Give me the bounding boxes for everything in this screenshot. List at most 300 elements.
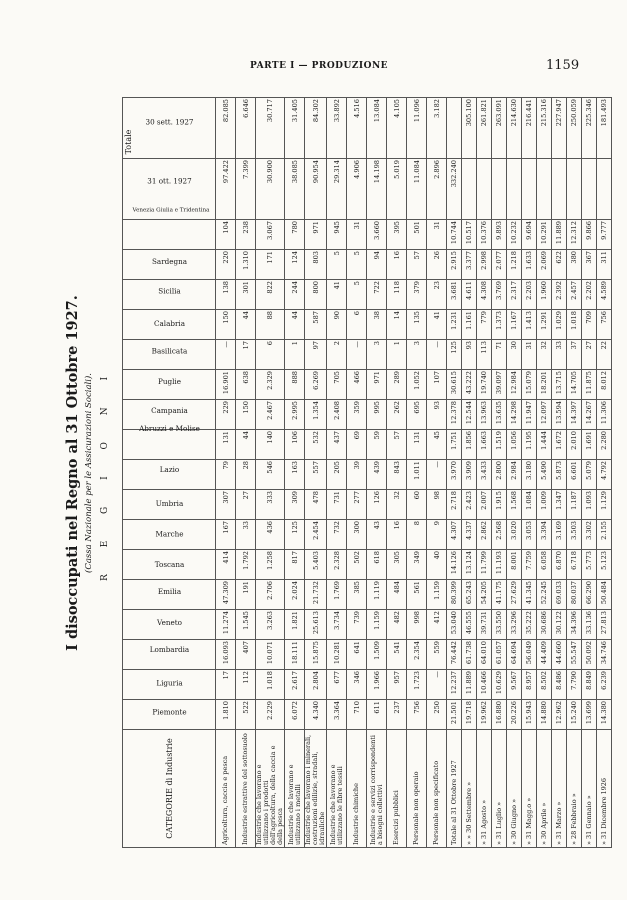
table-cell: 229: [216, 400, 236, 430]
table-cell: 4.611: [462, 280, 477, 310]
table-cell: 131: [216, 430, 236, 460]
row-label: Esercizi pubblici: [387, 730, 407, 848]
table-cell: 112: [236, 670, 256, 700]
row-label: Personale non operaio: [407, 730, 427, 848]
table-cell: 6.239: [597, 670, 612, 700]
table-cell: 998: [407, 610, 427, 640]
table-cell: 14.267: [582, 400, 597, 430]
table-cell: 56.049: [522, 640, 537, 670]
table-cell: 11.084: [407, 159, 427, 220]
table-cell: 14: [387, 310, 407, 340]
table-cell: 79: [216, 460, 236, 490]
table-cell: [507, 159, 522, 220]
table-cell: 3.180: [522, 460, 537, 490]
table-cell: 695: [407, 400, 427, 430]
table-cell: 98: [427, 490, 447, 520]
table-cell: 1.691: [582, 430, 597, 460]
table-cell: 8.001: [507, 550, 522, 580]
table-cell: 11.799: [477, 550, 492, 580]
table-cell: 3.769: [492, 280, 507, 310]
table-cell: 436: [256, 520, 285, 550]
table-cell: 15.875: [305, 640, 327, 670]
table-cell: 1.915: [492, 490, 507, 520]
table-cell: 16: [387, 520, 407, 550]
table-cell: 3.182: [427, 98, 447, 159]
row-label: Industrie chimiche: [347, 730, 367, 848]
table-cell: 15.240: [567, 700, 582, 730]
table-cell: 65.243: [462, 580, 477, 610]
table-cell: 34.746: [597, 640, 612, 670]
col-header-region: Sicilia: [123, 280, 216, 310]
table-cell: 756: [597, 310, 612, 340]
table-cell: 6.058: [537, 550, 552, 580]
table-cell: 2.203: [522, 280, 537, 310]
table-cell: 31: [347, 220, 367, 250]
table-cell: 76.442: [447, 640, 462, 670]
table-cell: 131: [407, 430, 427, 460]
table-cell: 53.040: [447, 610, 462, 640]
table-cell: 800: [305, 280, 327, 310]
table-cell: 1.751: [447, 430, 462, 460]
table-cell: 333: [256, 490, 285, 520]
table-cell: 2.998: [477, 250, 492, 280]
table-cell: 90: [327, 310, 347, 340]
table-cell: 311: [597, 250, 612, 280]
table-cell: 227.947: [552, 98, 567, 159]
table-cell: 64.694: [507, 640, 522, 670]
table-cell: 1.966: [367, 670, 387, 700]
table-cell: 7.759: [522, 550, 537, 580]
table-cell: 13.963: [477, 400, 492, 430]
table-cell: 10.517: [462, 220, 477, 250]
table-cell: 215.316: [537, 98, 552, 159]
table-cell: 13.084: [367, 98, 387, 159]
table-cell: 163: [285, 460, 305, 490]
table-cell: 50.092: [582, 640, 597, 670]
table-cell: 12.312: [567, 220, 582, 250]
table-row: [347, 98, 367, 848]
table-cell: 1.258: [256, 550, 285, 580]
table-cell: —: [427, 460, 447, 490]
table-cell: 39.097: [492, 370, 507, 400]
table-row: [597, 98, 612, 848]
table-cell: 52.245: [537, 580, 552, 610]
table-cell: 263.091: [492, 98, 507, 159]
table-cell: 4.589: [597, 280, 612, 310]
table-cell: 739: [347, 610, 367, 640]
table-cell: 385: [347, 580, 367, 610]
table-cell: 12.544: [462, 400, 477, 430]
table-cell: 502: [347, 550, 367, 580]
table-cell: 44: [285, 310, 305, 340]
row-label: » 31 Gennaio »: [582, 730, 597, 848]
table-row: [256, 98, 285, 848]
table-cell: 14.298: [507, 400, 522, 430]
table-cell: 484: [387, 580, 407, 610]
row-label: » 31 Marzo »: [552, 730, 567, 848]
table-cell: 305.100: [462, 98, 477, 159]
table-cell: 9: [427, 520, 447, 550]
table-cell: 1.310: [236, 250, 256, 280]
table-cell: 559: [427, 640, 447, 670]
table-cell: 3.503: [567, 520, 582, 550]
table-cell: 359: [347, 400, 367, 430]
table-row: [477, 98, 492, 848]
table-cell: 23: [427, 280, 447, 310]
table-cell: 191: [236, 580, 256, 610]
table-row: [285, 98, 305, 848]
table-cell: 367: [582, 250, 597, 280]
table-cell: 15.079: [522, 370, 537, 400]
table-cell: 1.018: [567, 310, 582, 340]
table-cell: 6: [256, 340, 285, 370]
table-cell: 30.122: [552, 610, 567, 640]
table-cell: 2.155: [597, 520, 612, 550]
table-cell: 94: [367, 250, 387, 280]
table-cell: 618: [367, 550, 387, 580]
table-cell: 7.399: [236, 159, 256, 220]
table-cell: 466: [347, 370, 367, 400]
table-row: [507, 98, 522, 848]
table-cell: 44: [236, 430, 256, 460]
table-cell: 118: [387, 280, 407, 310]
table-cell: 3.394: [537, 520, 552, 550]
table-cell: 1: [285, 340, 305, 370]
table-cell: 21.732: [305, 580, 327, 610]
table-cell: 10.629: [492, 670, 507, 700]
table-cell: 9.893: [492, 220, 507, 250]
table-cell: 13.699: [582, 700, 597, 730]
table-row: [305, 98, 327, 848]
table-cell: 1.519: [492, 430, 507, 460]
table-cell: 12.237: [447, 670, 462, 700]
table-cell: 1.084: [522, 490, 537, 520]
table-cell: 412: [427, 610, 447, 640]
table-cell: 4.308: [477, 280, 492, 310]
table-cell: 2.317: [507, 280, 522, 310]
table-cell: 407: [236, 640, 256, 670]
table-cell: [597, 159, 612, 220]
running-title: PARTE I — PRODUZIONE: [250, 61, 389, 71]
table-cell: 2.354: [407, 640, 427, 670]
col-header-region: Lazio: [123, 460, 216, 490]
table-cell: 30.717: [256, 98, 285, 159]
table-cell: 439: [367, 460, 387, 490]
row-label: » 31 Magg.o »: [522, 730, 537, 848]
table-cell: 731: [327, 490, 347, 520]
table-cell: 40: [427, 550, 447, 580]
table-cell: 9.567: [507, 670, 522, 700]
table-cell: 10.466: [477, 670, 492, 700]
table-cell: 1.119: [367, 580, 387, 610]
table-cell: 1.029: [552, 310, 567, 340]
table-cell: 780: [285, 220, 305, 250]
col-header-region: Abruzzi e Molise: [123, 430, 216, 460]
table-cell: 1.672: [552, 430, 567, 460]
table-cell: 710: [347, 700, 367, 730]
row-label: » 31 Dicembre 1926: [597, 730, 612, 848]
table-cell: 107: [427, 370, 447, 400]
table-cell: 1.159: [427, 580, 447, 610]
table-cell: 12.984: [507, 370, 522, 400]
table-cell: 11.889: [462, 670, 477, 700]
col-header-region: Basilicata: [123, 340, 216, 370]
table-cell: 41: [327, 280, 347, 310]
table-row: [537, 98, 552, 848]
table-cell: 244: [285, 280, 305, 310]
table-cell: 66.290: [582, 580, 597, 610]
table-cell: 6: [347, 310, 367, 340]
table-cell: 4.906: [347, 159, 367, 220]
table-cell: 3.734: [327, 610, 347, 640]
table-cell: 30.615: [447, 370, 462, 400]
table-cell: 756: [407, 700, 427, 730]
table-cell: 2: [327, 340, 347, 370]
col-header-region: Umbria: [123, 490, 216, 520]
table-cell: 37: [567, 340, 582, 370]
table-cell: 9.777: [597, 220, 612, 250]
table-cell: 611: [367, 700, 387, 730]
table-cell: 561: [407, 580, 427, 610]
table-cell: 31: [522, 340, 537, 370]
table-cell: [537, 159, 552, 220]
table-cell: 32: [387, 490, 407, 520]
table-cell: 104: [216, 220, 236, 250]
table-cell: 822: [256, 280, 285, 310]
table-cell: 3: [407, 340, 427, 370]
table-cell: 1.093: [582, 490, 597, 520]
table-cell: [567, 159, 582, 220]
table-cell: 150: [216, 310, 236, 340]
table-cell: 3: [367, 340, 387, 370]
table-cell: 2.915: [447, 250, 462, 280]
table-cell: 380: [567, 250, 582, 280]
table-cell: 1.663: [477, 430, 492, 460]
table-cell: 13.124: [462, 550, 477, 580]
table-cell: 3.067: [256, 220, 285, 250]
table-cell: 71: [492, 340, 507, 370]
table-cell: 9.866: [582, 220, 597, 250]
table-cell: 97: [305, 340, 327, 370]
table-cell: 17: [216, 670, 236, 700]
table-cell: 27.629: [507, 580, 522, 610]
table-cell: 3.169: [552, 520, 567, 550]
table-cell: 138: [216, 280, 236, 310]
table-cell: 482: [387, 610, 407, 640]
table-cell: 45: [427, 430, 447, 460]
table-cell: 34.396: [567, 610, 582, 640]
table-cell: 205: [327, 460, 347, 490]
table-row: [462, 98, 477, 848]
row-label: Industrie e servizi corrispondenti a bisogni collettivi: [367, 730, 387, 848]
table-cell: 30.686: [537, 610, 552, 640]
table-cell: 5.873: [552, 460, 567, 490]
table-cell: 843: [387, 460, 407, 490]
table-cell: 803: [305, 250, 327, 280]
table-cell: 395: [387, 220, 407, 250]
table-cell: 50.484: [597, 580, 612, 610]
table-cell: 1.354: [305, 400, 327, 430]
table-cell: —: [427, 340, 447, 370]
table-cell: 31.405: [285, 98, 305, 159]
col-header-region: Piemonte: [123, 700, 216, 730]
col-header-region: Venezia Giulia e Tridentina: [123, 220, 216, 250]
totale-heading: Totale: [124, 129, 133, 155]
table-cell: 4.337: [462, 520, 477, 550]
table-cell: 1.159: [367, 610, 387, 640]
table-cell: 2.423: [462, 490, 477, 520]
table-cell: 30.900: [256, 159, 285, 220]
row-label: » 28 Febbraio »: [567, 730, 582, 848]
table-cell: 1.129: [597, 490, 612, 520]
table-cell: 11.875: [582, 370, 597, 400]
regioni-heading: R E G I O N I: [100, 364, 110, 582]
table-cell: 1.633: [522, 250, 537, 280]
table-cell: 237: [387, 700, 407, 730]
table-cell: [582, 159, 597, 220]
table-cell: 57: [407, 250, 427, 280]
row-label: Personale non specificato: [427, 730, 447, 848]
table-cell: 2.392: [552, 280, 567, 310]
table-cell: 140: [256, 430, 285, 460]
table-cell: 888: [285, 370, 305, 400]
table-cell: 16.093: [216, 640, 236, 670]
table-cell: 61.738: [462, 640, 477, 670]
table-cell: 220: [216, 250, 236, 280]
table-cell: 97.422: [216, 159, 236, 220]
table-cell: 10.071: [256, 640, 285, 670]
col-header-region: Toscana: [123, 550, 216, 580]
table-cell: 12.378: [447, 400, 462, 430]
table-cell: 1.856: [462, 430, 477, 460]
table-cell: 35.222: [522, 610, 537, 640]
disoccupati-table: [122, 97, 612, 848]
table-cell: 64.010: [477, 640, 492, 670]
table-cell: [477, 159, 492, 220]
table-cell: 14.126: [447, 550, 462, 580]
table-cell: 1.011: [407, 460, 427, 490]
table-cell: 4.516: [347, 98, 367, 159]
table-cell: 622: [552, 250, 567, 280]
table-cell: 2.024: [285, 580, 305, 610]
table-cell: 113: [477, 340, 492, 370]
col-header-region: Campania: [123, 400, 216, 430]
table-cell: 971: [367, 370, 387, 400]
table-cell: 5.403: [305, 550, 327, 580]
table-row: [387, 98, 407, 848]
table-cell: 19.718: [462, 700, 477, 730]
table-cell: 2.077: [492, 250, 507, 280]
table-cell: 2.069: [537, 250, 552, 280]
table-cell: 3.433: [477, 460, 492, 490]
table-cell: 957: [387, 670, 407, 700]
table-cell: 18.201: [537, 370, 552, 400]
table-cell: 709: [582, 310, 597, 340]
table-cell: 10.744: [447, 220, 462, 250]
table-cell: 305: [387, 550, 407, 580]
table-cell: 1.018: [256, 670, 285, 700]
table-cell: 817: [285, 550, 305, 580]
table-cell: 15.943: [522, 700, 537, 730]
table-cell: 332.240: [447, 159, 462, 220]
row-label: Industrie che lavorano e utilizzano le fibre tessili: [327, 730, 347, 848]
table-cell: 541: [387, 640, 407, 670]
table-cell: 779: [477, 310, 492, 340]
table-row: [427, 98, 447, 848]
table-cell: 2.995: [285, 400, 305, 430]
table-cell: 32: [537, 340, 552, 370]
table-cell: 14.198: [367, 159, 387, 220]
table-cell: 300: [347, 520, 367, 550]
table-cell: 1.444: [537, 430, 552, 460]
table-cell: 638: [236, 370, 256, 400]
table-cell: 18.111: [285, 640, 305, 670]
table-cell: 88: [256, 310, 285, 340]
table-title: I disoccupati nel Regno al 31 Ottobre 1927.: [64, 295, 81, 651]
table-cell: 557: [305, 460, 327, 490]
table-cell: 10.281: [327, 640, 347, 670]
table-cell: 10.232: [507, 220, 522, 250]
table-cell: 2.457: [567, 280, 582, 310]
table-cell: 11.274: [216, 610, 236, 640]
table-cell: 7.790: [567, 670, 582, 700]
row-label: Industrie che lavorano e utilizzano i metalli: [285, 730, 305, 848]
table-cell: 106: [285, 430, 305, 460]
table-cell: 8.486: [552, 670, 567, 700]
table-cell: 1.545: [236, 610, 256, 640]
table-cell: 82.085: [216, 98, 236, 159]
row-label: Agricoltura, caccia e pesca: [216, 730, 236, 848]
table-cell: 732: [327, 520, 347, 550]
table-cell: 2.804: [305, 670, 327, 700]
table-cell: 2.896: [427, 159, 447, 220]
table-cell: 3.909: [462, 460, 477, 490]
table-cell: 39: [347, 460, 367, 490]
table-cell: 29.314: [327, 159, 347, 220]
table-cell: 2.706: [256, 580, 285, 610]
table-cell: 2.007: [477, 490, 492, 520]
table-cell: 11.947: [522, 400, 537, 430]
table-cell: 1.052: [407, 370, 427, 400]
categorie-header: CATEGORIE di Industrie: [123, 730, 216, 848]
table-cell: 38: [367, 310, 387, 340]
table-cell: 4.307: [447, 520, 462, 550]
table-cell: 501: [407, 220, 427, 250]
table-cell: 262: [387, 400, 407, 430]
table-row: [582, 98, 597, 848]
table-cell: 5.019: [387, 159, 407, 220]
table-cell: 705: [327, 370, 347, 400]
row-label: » 30 Aprile »: [537, 730, 552, 848]
table-cell: 30: [507, 340, 522, 370]
table-cell: 69: [347, 430, 367, 460]
table-cell: 8.849: [582, 670, 597, 700]
table-cell: 8.012: [597, 370, 612, 400]
table-cell: 307: [216, 490, 236, 520]
table-cell: 478: [305, 490, 327, 520]
table-cell: 135: [407, 310, 427, 340]
table-cell: 1.509: [367, 640, 387, 670]
table-cell: 11.096: [407, 98, 427, 159]
table-cell: 41: [427, 310, 447, 340]
table-cell: 27.813: [597, 610, 612, 640]
table-cell: 2.862: [477, 520, 492, 550]
table-cell: 214.630: [507, 98, 522, 159]
row-label: » » 30 Settembre »: [462, 730, 477, 848]
table-cell: 150: [236, 400, 256, 430]
row-label: Industrie estrattive del sottosuolo: [236, 730, 256, 848]
table-cell: 722: [367, 280, 387, 310]
